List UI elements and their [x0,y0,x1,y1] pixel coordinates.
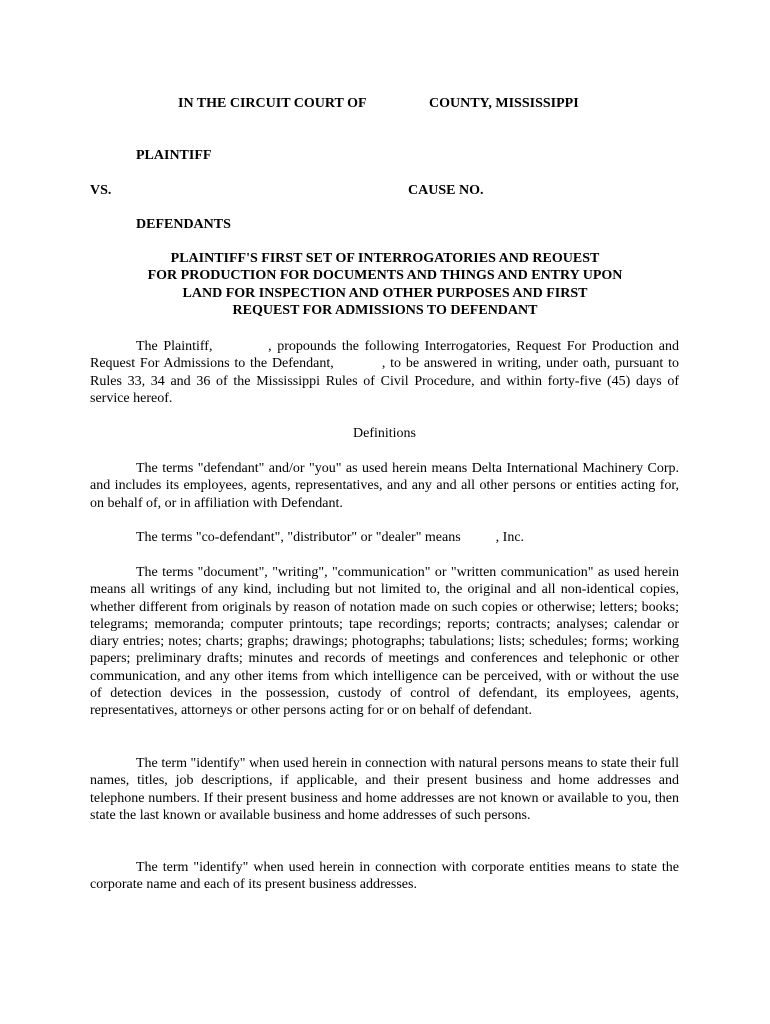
court-heading-right: COUNTY, MISSISSIPPI [429,96,579,111]
definition-defendant: The terms "defendant" and/or "you" as used herein means Delta International Machinery Corp. and includes its employees, agents, representatives, and any and all other persons or entities acting for, on behalf of, or in affiliation with Defendant. [90,461,679,511]
title-line: LAND FOR INSPECTION AND OTHER PURPOSES AND FIRST [182,285,588,301]
definition-identify-persons: The term "identify" when used herein in connection with natural persons means to state their full names, titles, job descriptions, if applicable, and their present business and home addresses and telephone numbers. If their present business and home addresses are not known or available to you, then state the last known or available business and home addresses of such persons. [90,756,679,823]
definitions-heading: Definitions [353,426,416,441]
definition-co-defendant: The terms "co-defendant", "distributor" or "dealer" means , Inc. [136,530,525,545]
definition-identify-corporate: The term "identify" when used herein in connection with corporate entities means to state the corporate name and each of its present business addresses. [90,860,679,893]
cause-no-label: CAUSE NO. [408,183,484,198]
document-title [90,250,680,319]
court-heading-left: IN THE CIRCUIT COURT OF [178,96,367,111]
title-line: PLAINTIFF'S FIRST SET OF INTERROGATORIES AND REOUEST [170,251,600,266]
intro-paragraph: The Plaintiff, , propounds the following Interrogatories, Request For Production and Request For Admissions to the Defendant, , to be answered in writing, under oath, pursuant to Rules 33, 34 and 36 of the Mississippi Rules of Civil Procedure, and within forty-five (45) days of service hereof. [90,339,683,406]
plaintiff-label: PLAINTIFF [136,148,212,163]
title-line: REQUEST FOR ADMISSIONS TO DEFENDANT [232,302,538,318]
defendants-label: DEFENDANTS [136,217,231,232]
vs-label: VS. [90,183,112,198]
definition-document: The terms "document", "writing", "communication" or "written communication" as used herein means all writings of any kind, including but not limited to, the original and all non-identical copies, whether different from originals by reason of notation made on such copies or otherwise; letters; books; telegrams; memoranda; computer printouts; tape recordings; reports; contracts; analyses; calendar or diary entries; notes; charts; graphs; drawings; photographs; tabulations; lists; schedules; forms; working papers; preliminary drafts; minutes and records of meetings and conferences and telephonic or other communication, and any other items from which intelligence can be perceived, with or without the use of detection devices in the possession, custody of control of defendant, its employees, agents, representatives, attorneys or other persons acting for or on behalf of defendant. [90,565,679,719]
title-line: FOR PRODUCTION FOR DOCUMENTS AND THINGS AND ENTRY UPON [147,268,623,284]
